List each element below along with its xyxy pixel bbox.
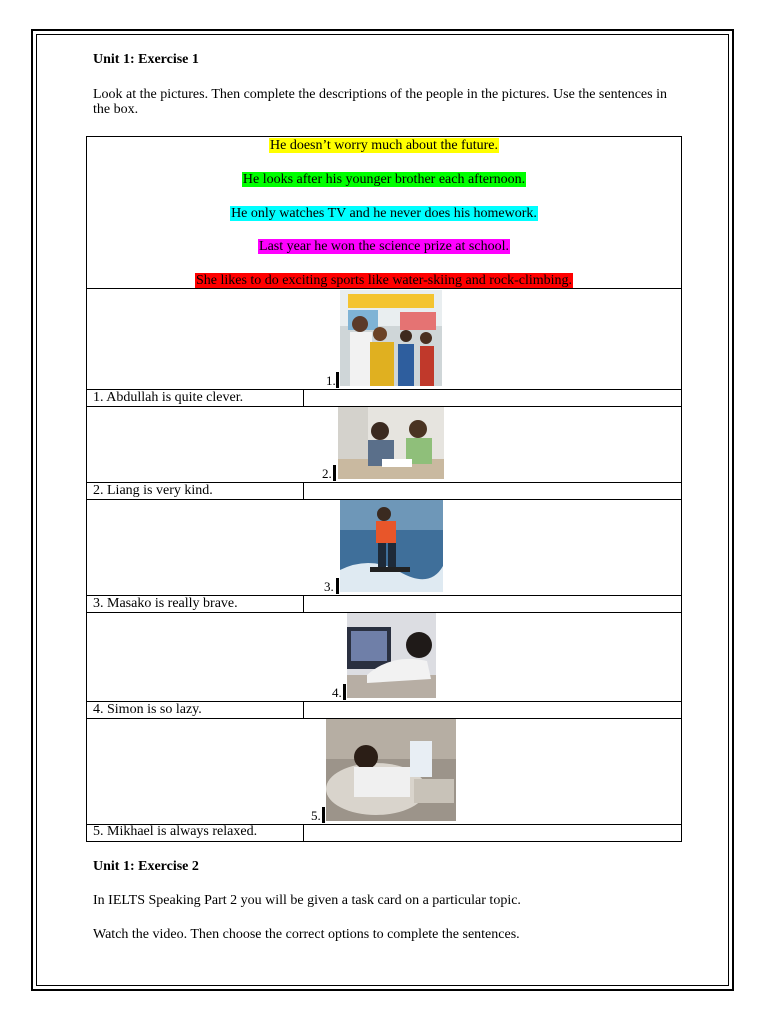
item-5-description: 5. Mikhael is always relaxed. [93, 824, 258, 839]
water-skiing-photo [340, 500, 443, 592]
item-2-marker [333, 465, 336, 481]
item-4-number: 4. [332, 685, 342, 700]
sentence-1 [87, 138, 681, 154]
item-5-number: 5. [311, 808, 321, 823]
brothers-homework-photo [338, 407, 444, 479]
answer-cell-divider [303, 482, 304, 499]
sentence-3 [87, 206, 681, 222]
teen-sleeping-tv-photo [347, 613, 436, 698]
item-3-number: 3. [324, 579, 334, 594]
item-2-number: 2. [322, 466, 332, 481]
item-3-marker [336, 578, 339, 594]
answer-cell-divider [303, 701, 304, 718]
answer-cell-divider [303, 824, 304, 841]
sentence-5 [87, 273, 681, 289]
item-1-number: 1. [326, 373, 336, 388]
teen-relaxing-tablet-photo [326, 719, 456, 821]
item-3-description: 3. Masako is really brave. [93, 596, 238, 611]
sentence-3-text: He only watches TV and he never does his homework. [231, 206, 537, 221]
table-bottom-border [86, 841, 682, 842]
sentence-2-text: He looks after his younger brother each afternoon. [242, 172, 526, 187]
exercise2-paragraph-2: Watch the video. Then choose the correct options to complete the sentences. [93, 927, 520, 942]
sentence-5-text: She likes to do exciting sports like water-skiing and rock-climbing. [195, 273, 573, 288]
sentence-2 [87, 172, 681, 188]
item-4-marker [343, 684, 346, 700]
item-1-description: 1. Abdullah is quite clever. [93, 390, 244, 405]
exercise2-title: Unit 1: Exercise 2 [93, 859, 199, 874]
answer-cell-divider [303, 389, 304, 406]
sentence-1-text: He doesn’t worry much about the future. [270, 138, 498, 153]
exercise2-paragraph-1: In IELTS Speaking Part 2 you will be given a task card on a particular topic. [93, 893, 521, 908]
table-left-border [86, 289, 87, 841]
students-science-fair-photo [340, 290, 442, 386]
exercise1-instructions: Look at the pictures. Then complete the descriptions of the people in the pictures. Use the sentences in the box. [93, 87, 667, 117]
sentence-4 [87, 239, 681, 255]
sentence-4-text: Last year he won the science prize at school. [259, 239, 509, 254]
sentence-box [86, 136, 682, 289]
item-4-description: 4. Simon is so lazy. [93, 702, 202, 717]
item-1-marker [336, 372, 339, 388]
item-5-marker [322, 807, 325, 823]
exercise1-title: Unit 1: Exercise 1 [93, 52, 199, 67]
table-right-border [681, 289, 682, 841]
answer-cell-divider [303, 595, 304, 612]
item-2-description: 2. Liang is very kind. [93, 483, 213, 498]
